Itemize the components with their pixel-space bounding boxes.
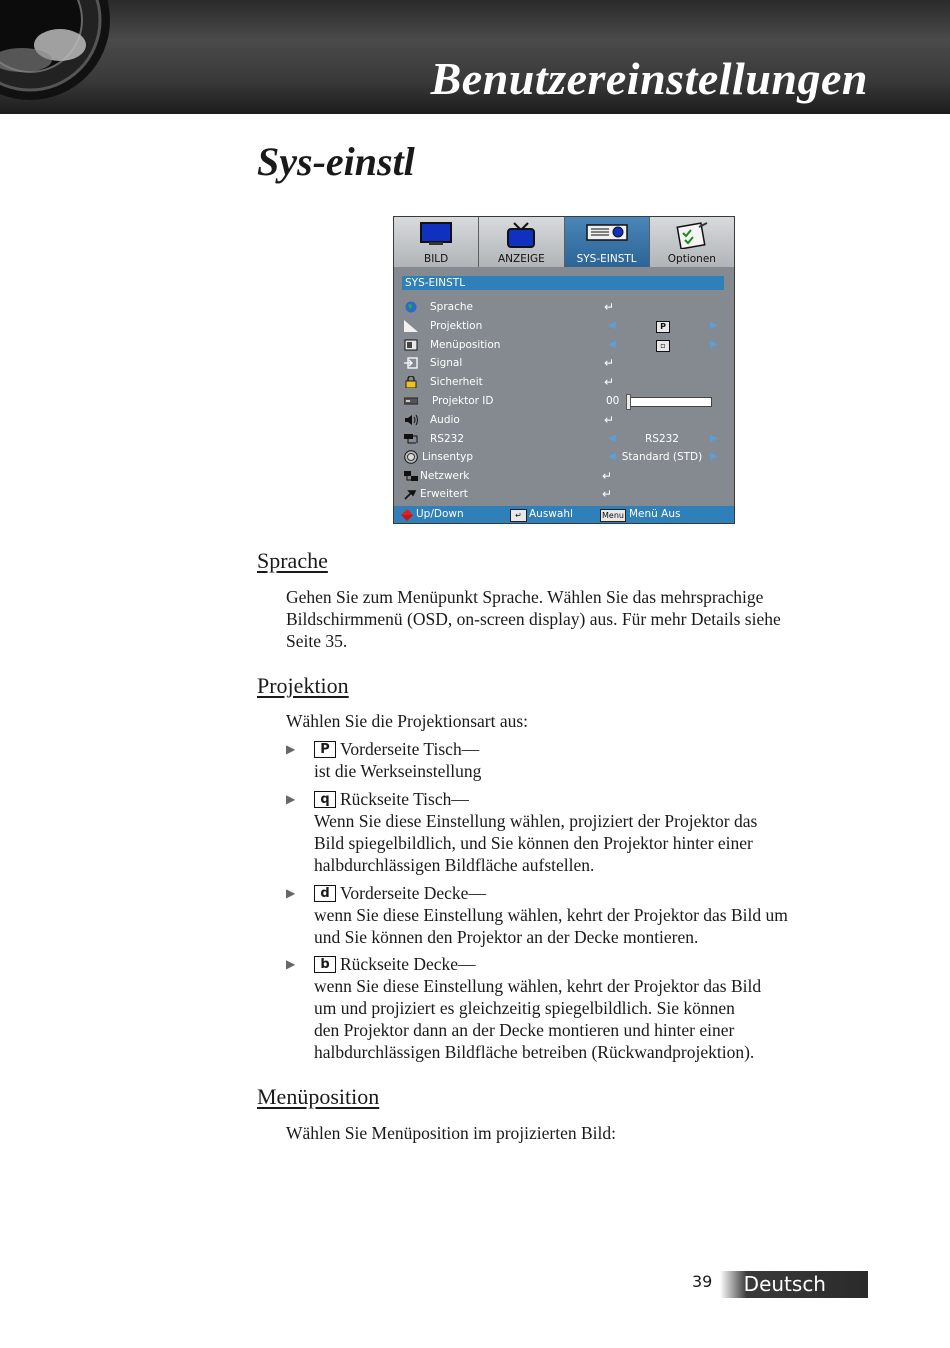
left-arrow-icon[interactable]: ◀ xyxy=(608,339,616,350)
heading-sprache: Sprache xyxy=(257,548,328,573)
item-description xyxy=(314,760,866,782)
text-line: den Projektor dann an der Decke montieren und hinter einer xyxy=(314,1020,735,1040)
projektion-intro: Wählen Sie die Projektionsart aus: xyxy=(286,711,529,731)
tab-bild[interactable] xyxy=(394,217,479,267)
tab-label: SYS-EINSTL xyxy=(576,253,637,265)
osd-menu xyxy=(393,216,735,524)
osd-row-erweitert[interactable] xyxy=(404,486,724,502)
text-line: Gehen Sie zum Menüpunkt Sprache. Wählen Sie das mehrsprachige xyxy=(286,587,764,607)
enter-icon: ↵ xyxy=(604,375,615,389)
front-desktop-icon: P xyxy=(314,741,336,758)
bullet-arrow-icon: ▶ xyxy=(286,742,296,756)
osd-section-bar: SYS-EINSTL xyxy=(402,276,724,290)
projector-id-value: 00 xyxy=(606,395,620,407)
page-header xyxy=(0,0,950,114)
left-arrow-icon[interactable]: ◀ xyxy=(608,320,616,331)
osd-tab-bar xyxy=(394,217,734,267)
osd-row-projektion[interactable] xyxy=(404,318,724,334)
heading-projektion: Projektion xyxy=(257,673,349,698)
heading-menuposition: Menüposition xyxy=(257,1084,380,1109)
enter-icon: ↵ xyxy=(602,487,613,501)
footer-select-label: Auswahl xyxy=(529,508,573,520)
item-description xyxy=(314,904,866,948)
text-line: Wenn Sie diese Einstellung wählen, projiziert der Projektor das xyxy=(314,811,758,831)
text-line: Bildschirmmenü (OSD, on-screen display) aus. Für mehr Details siehe xyxy=(286,609,781,629)
bullet-arrow-icon: ▶ xyxy=(286,957,296,971)
enter-icon: ↵ xyxy=(604,413,615,427)
osd-row-sicherheit[interactable] xyxy=(404,374,724,390)
rs232-icon xyxy=(404,433,418,445)
item-title: Vorderseite Tisch— xyxy=(340,739,480,759)
item-description xyxy=(314,975,866,1063)
row-label: RS232 xyxy=(430,433,465,445)
menu-position-value-icon: ▫ xyxy=(656,340,670,352)
item-title: Vorderseite Decke— xyxy=(340,883,486,903)
tv-icon xyxy=(504,221,538,249)
language-bar: Deutsch xyxy=(720,1271,868,1298)
menu-key-icon: Menu xyxy=(600,509,626,522)
row-label: Erweitert xyxy=(420,488,468,500)
row-label: Sicherheit xyxy=(430,376,483,388)
rear-desktop-icon: q xyxy=(314,791,336,808)
item-title-line xyxy=(314,738,479,760)
monitor-icon xyxy=(419,221,453,247)
enter-icon: ↵ xyxy=(602,469,613,483)
text-line: halbdurchlässigen Bildfläche aufstellen. xyxy=(314,855,595,875)
row-label: Signal xyxy=(430,357,463,369)
sprache-text xyxy=(286,586,866,652)
rear-ceiling-icon: b xyxy=(314,956,336,973)
osd-row-audio[interactable] xyxy=(404,412,724,428)
projection-value-icon: P xyxy=(656,321,670,333)
row-label: Audio xyxy=(430,414,460,426)
page-number: 39 xyxy=(692,1272,713,1291)
item-title-line xyxy=(314,953,476,975)
id-icon xyxy=(404,395,418,407)
tab-label: ANZEIGE xyxy=(498,253,545,265)
projector-id-slider[interactable] xyxy=(628,397,712,407)
advanced-icon xyxy=(404,488,418,500)
item-title: Rückseite Tisch— xyxy=(340,789,469,809)
projection-icon xyxy=(404,320,418,332)
item-title-line xyxy=(314,788,469,810)
up-down-icon xyxy=(401,509,413,521)
tab-label: Optionen xyxy=(667,253,716,265)
item-description xyxy=(314,810,866,876)
camera-lens-icon xyxy=(0,0,130,110)
row-label: Linsentyp xyxy=(422,451,474,463)
lens-icon xyxy=(404,450,418,464)
footer-menu-exit-label: Menü Aus xyxy=(629,508,681,520)
osd-row-linsentyp[interactable] xyxy=(404,449,724,465)
tab-optionen[interactable] xyxy=(650,217,734,267)
text-line: um und projiziert es gleichzeitig spiegelbildlich. Sie können xyxy=(314,998,735,1018)
signal-icon xyxy=(404,357,418,369)
enter-icon: ↵ xyxy=(604,356,615,370)
bullet-arrow-icon: ▶ xyxy=(286,886,296,900)
enter-icon: ↵ xyxy=(604,300,615,314)
menu-position-icon xyxy=(404,339,418,351)
text-line: und Sie können den Projektor an der Decke montieren. xyxy=(314,927,699,947)
left-arrow-icon[interactable]: ◀ xyxy=(608,433,616,444)
speaker-icon xyxy=(404,414,418,426)
row-label: Menüposition xyxy=(430,339,501,351)
tab-sys-einstl[interactable] xyxy=(565,217,650,267)
lens-type-value: Standard (STD) xyxy=(621,451,703,463)
osd-row-signal[interactable] xyxy=(404,355,724,371)
text-line: halbdurchlässigen Bildfläche betreiben (Rückwandprojektion). xyxy=(314,1042,755,1062)
left-arrow-icon[interactable]: ◀ xyxy=(608,451,616,462)
osd-row-sprache[interactable] xyxy=(404,299,724,315)
globe-icon xyxy=(404,301,418,313)
page-title: Sys-einstl xyxy=(257,139,415,184)
row-label: Projektor ID xyxy=(432,395,494,407)
menuposition-intro: Wählen Sie Menüposition im projizierten Bild: xyxy=(286,1123,617,1143)
osd-row-menuposition[interactable] xyxy=(404,337,724,353)
text-line: wenn Sie diese Einstellung wählen, kehrt der Projektor das Bild xyxy=(314,976,762,996)
row-label: Netzwerk xyxy=(420,470,470,482)
tab-anzeige[interactable] xyxy=(479,217,564,267)
right-arrow-icon[interactable]: ▶ xyxy=(710,339,718,350)
osd-row-projektor-id[interactable] xyxy=(404,393,724,409)
item-title: Rückseite Decke— xyxy=(340,954,476,974)
enter-key-icon: ↵ xyxy=(510,509,527,522)
text-line: ist die Werkseinstellung xyxy=(314,761,482,781)
osd-row-netzwerk[interactable] xyxy=(404,468,724,484)
network-icon xyxy=(404,470,418,482)
row-label: Sprache xyxy=(430,301,473,313)
rs232-value: RS232 xyxy=(644,433,679,445)
slider-knob[interactable] xyxy=(626,394,631,410)
footer-updown-label: Up/Down xyxy=(416,508,464,520)
projector-icon xyxy=(585,221,629,243)
row-label: Projektion xyxy=(430,320,483,332)
header-title: Benutzereinstellungen xyxy=(430,53,868,104)
osd-row-rs232[interactable] xyxy=(404,431,724,447)
bullet-arrow-icon: ▶ xyxy=(286,792,296,806)
osd-footer xyxy=(394,506,734,523)
text-line: Seite 35. xyxy=(286,631,348,651)
right-arrow-icon[interactable]: ▶ xyxy=(710,433,718,444)
tab-label: BILD xyxy=(424,253,449,265)
right-arrow-icon[interactable]: ▶ xyxy=(710,451,718,462)
item-title-line xyxy=(314,882,486,904)
front-ceiling-icon: d xyxy=(314,885,336,902)
text-line: Bild spiegelbildlich, und Sie können den Projektor hinter einer xyxy=(314,833,753,853)
text-line: wenn Sie diese Einstellung wählen, kehrt der Projektor das Bild um xyxy=(314,905,788,925)
checklist-icon xyxy=(673,221,711,249)
lock-icon xyxy=(404,376,418,388)
right-arrow-icon[interactable]: ▶ xyxy=(710,320,718,331)
